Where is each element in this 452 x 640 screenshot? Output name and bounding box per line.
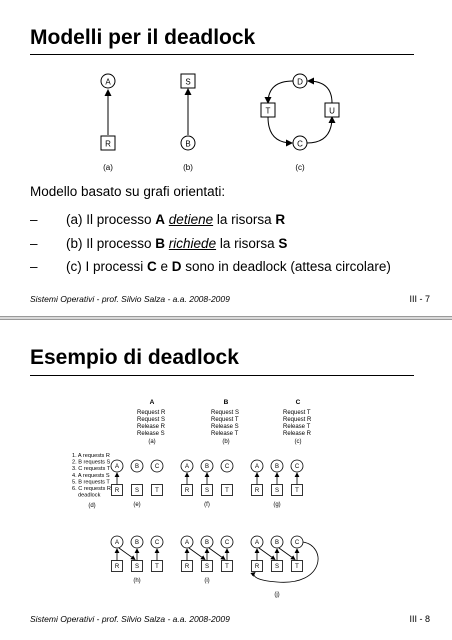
request-edge	[189, 548, 205, 560]
sequence-line: 1. A requests R	[72, 453, 110, 459]
resource-label: R	[114, 564, 120, 571]
column-header: C	[295, 399, 301, 406]
state-graph	[111, 460, 163, 508]
column-line: Request R	[283, 417, 312, 423]
process-label: A	[254, 540, 260, 547]
bullet-item: – (b) Il processo B richiede la risorsa S	[30, 236, 288, 251]
slide-title: Modelli per il deadlock	[30, 26, 256, 49]
process-label: B	[274, 464, 280, 471]
column-line: Request T	[283, 410, 311, 416]
state-graph	[251, 536, 318, 598]
resource-graph-figure	[0, 0, 452, 180]
resource-label: T	[155, 564, 159, 571]
column-label: (a)	[148, 439, 156, 445]
slide-footer: Sistemi Operativi - prof. Silvio Salza - a.a. 2008-2009	[30, 614, 230, 624]
graph-label: (b)	[183, 163, 193, 172]
process-label: B	[204, 540, 210, 547]
sequence-line: 3. C requests T	[72, 466, 111, 473]
sequence-line: 6. C requests R	[72, 486, 111, 492]
page-number: III - 8	[409, 614, 430, 624]
column-line: Request R	[137, 410, 166, 416]
request-edge	[259, 548, 275, 560]
resource-label: T	[225, 488, 229, 495]
request-sequence	[72, 453, 111, 509]
sequence-line: 5. B requests T	[72, 479, 110, 486]
request-edge	[209, 548, 225, 560]
resource-label: S	[134, 564, 140, 571]
resource-label: R	[184, 488, 190, 495]
process-label: B	[185, 139, 191, 149]
resource-label: T	[155, 488, 159, 495]
column-line: Release T	[283, 424, 311, 430]
process-label: A	[184, 464, 190, 471]
process-label: C	[224, 464, 230, 471]
slide-title: Esempio di deadlock	[30, 346, 239, 369]
state-label: (g)	[273, 502, 281, 508]
column-label: (c)	[294, 439, 302, 445]
process-label: B	[204, 464, 210, 471]
process-label: B	[134, 464, 140, 471]
resource-label: S	[204, 488, 210, 495]
column-line: Release R	[137, 424, 166, 430]
resource-label: T	[295, 564, 299, 571]
sequence-line: 2. B requests S	[72, 459, 111, 466]
graph-a	[101, 74, 115, 172]
node-label: C	[297, 139, 303, 149]
sequence-line: 4. A requests S	[72, 472, 110, 479]
state-label: (h)	[133, 578, 141, 584]
process-label: B	[274, 540, 280, 547]
bullet-item: – (c) I processi C e D sono in deadlock (attesa circolare)	[30, 259, 391, 274]
deadlock-example-figure	[0, 320, 452, 610]
slide-footer: Sistemi Operativi - prof. Silvio Salza - a.a. 2008-2009	[30, 294, 230, 304]
state-label: (e)	[133, 502, 141, 508]
resource-label: S	[134, 488, 140, 495]
graph-label: (c)	[295, 163, 305, 172]
process-label: C	[294, 540, 300, 547]
node-label: U	[329, 106, 335, 116]
state-graph	[251, 460, 303, 508]
state-graphs	[111, 460, 318, 598]
process-label: C	[154, 540, 160, 547]
process-label: A	[254, 464, 260, 471]
graph-label: (a)	[103, 163, 113, 172]
resource-label: T	[225, 564, 229, 571]
request-edge	[254, 542, 318, 582]
column-label: (b)	[222, 439, 230, 445]
column-header: A	[149, 399, 155, 406]
process-label: A	[114, 464, 120, 471]
process-label: A	[114, 540, 120, 547]
column-line: Request S	[137, 417, 166, 423]
state-label: (j)	[274, 592, 280, 598]
column-line: Request T	[211, 417, 239, 423]
process-label: C	[294, 464, 300, 471]
graph-c	[261, 74, 339, 172]
node-label: D	[297, 77, 303, 87]
sequence-line: deadlock	[78, 492, 101, 499]
resource-label: T	[295, 488, 299, 495]
slide-modelli	[0, 0, 452, 316]
state-graph	[111, 536, 163, 584]
resource-label: S	[204, 564, 210, 571]
process-label: A	[184, 540, 190, 547]
process-label: A	[105, 77, 111, 87]
resource-label: R	[184, 564, 190, 571]
state-graph	[181, 460, 233, 508]
slide-esempio	[0, 320, 452, 640]
state-label: (f)	[204, 502, 210, 508]
state-graph	[181, 536, 233, 584]
page-number: III - 7	[409, 294, 430, 304]
resource-label: R	[114, 488, 120, 495]
resource-label: S	[274, 564, 280, 571]
intro-text: Modello basato su grafi orientati:	[30, 184, 226, 199]
process-label: C	[154, 464, 160, 471]
state-label: (i)	[204, 578, 210, 584]
column-line: Release S	[137, 431, 165, 437]
column-line: Release T	[211, 431, 239, 437]
column-header: B	[223, 399, 229, 406]
column-line: Release S	[211, 424, 239, 430]
process-columns	[137, 399, 312, 445]
bullet-item: – (a) Il processo A detiene la risorsa R	[30, 212, 286, 227]
resource-label: S	[185, 77, 191, 87]
column-line: Release R	[283, 431, 312, 437]
resource-label: S	[274, 488, 280, 495]
process-label: C	[224, 540, 230, 547]
process-label: B	[134, 540, 140, 547]
request-edge	[279, 548, 295, 560]
resource-label: R	[254, 488, 260, 495]
column-line: Request S	[211, 410, 240, 416]
node-label: T	[265, 106, 271, 116]
resource-label: R	[105, 139, 111, 149]
graph-b	[181, 74, 195, 172]
sequence-label: (d)	[88, 503, 96, 509]
resource-label: R	[254, 564, 260, 571]
request-edge	[119, 548, 135, 560]
